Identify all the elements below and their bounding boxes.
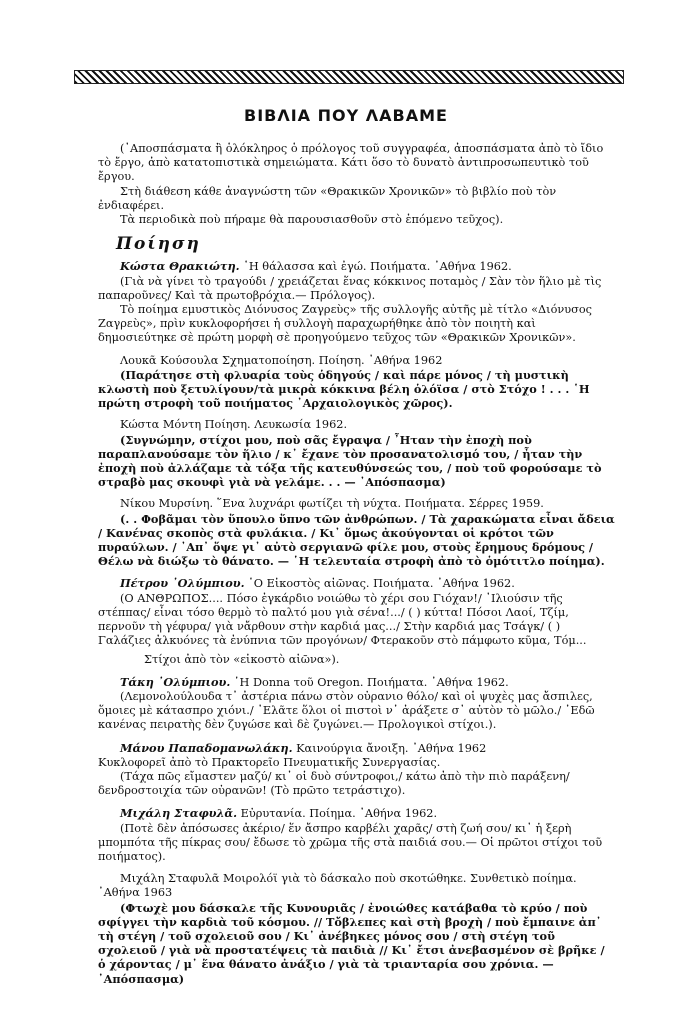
entry-author: Πέτρου ᾿Ολύμπιου. <box>120 576 245 591</box>
entry-text: (Φτωχὲ μου δάσκαλε τῆς Κυνουριᾶς / ἐνοιώθες κατάβαθα τὸ κρύο / ποὺ σφίγγει τὴν καρδιὰ τοῦ κόσμου. // Τὄβλεπες καὶ στὴ βροχὴ / ποὺ ἔμπαινε ἀπ᾿ τὴ στέγη / τοῦ σχολειοῦ σου / Κι᾿ ἀνέβηκες μόνος σου / στὴ στέγη τοῦ σχολειοῦ / γιὰ νὰ προστατέψεις τὰ παιδιὰ // Κι᾿ ἔτσι ἀνεβασμένον σὲ βρῆκε / ὁ χάροντας / μ᾿ ἕνα θάνατο ἀνάξιο / γιὰ τὰ τριανταρία σου χρόνια. — ᾿Απόσπασμα) <box>98 900 605 986</box>
entry-work: ῞Ενα λυχνάρι φωτίζει τὴ νύχτα. Ποιήματα. Σέρρες 1959. <box>213 497 544 511</box>
entry-author: Κώστα Μόντη <box>120 418 202 432</box>
book-entry <box>98 806 616 864</box>
book-entry <box>98 576 616 666</box>
book-entry <box>98 741 616 799</box>
entry-text: (Λεμονολούλουδα τ᾿ ἀστέρια πάνω στὸν οὐρανιο θόλο/ καὶ οἱ ψυχὲς μας ἄσπιλες, ὅμοιες μὲ κάτασπρο χιόνι./ ᾿Ελᾶτε ὅλοι οἱ πιστοὶ ν᾿ ἀράξετε σ᾿ αὐτὸν τὸ μῶλο./ ᾿Εδῶ κανένας πειρατὴς δὲν ζυγώσε καὶ δὲ ζυγώνει.— Προλογικοὶ στίχοι.). <box>98 689 595 732</box>
entry-text: (Τάχα πῶς εἴμαστεν μαζύ/ κι᾿ οἱ δυὸ σύντροφοι,/ κάτω ἀπὸ τὴν πιὸ παράξενη/ δενδροστοιχία τῶν οὐρανῶν! (Τὸ πρῶτο τετράστιχο). <box>98 769 570 798</box>
entry-text: (Γιὰ νὰ γίνει τὸ τραγούδι / χρειάζεται ἕνας κόκκινος ποταμὸς / Σὰν τὸν ἥλιο μὲ τὶς παπαροῦνες/ Καὶ τὰ πρωτοβρόχια.— Πρόλογος). <box>98 274 602 302</box>
intro-paragraph: (᾿Αποσπάσματα ἢ ὁλόκληρος ὁ πρόλογος τοῦ συγγραφέα, ἀποσπάσματα ἀπὸ τὸ ἴδιο τὸ ἔργο, ἀπὸ κατατοπιστικὰ σημειώματα. Κάτι ὅσο τὸ δυνατὸ ἀντιπροσωπευτικὸ τοῦ ἔργου. <box>98 142 604 184</box>
entry-work: Εὐρυτανία. Ποίημα. ᾿Αθήνα 1962. <box>237 807 438 821</box>
entry-work: Καινούργια ἄνοιξη. ᾿Αθήνα 1962 <box>292 741 487 755</box>
entry-author: Μάνου Παπαδομανωλάκη. <box>120 740 293 755</box>
entry-author: Λουκᾶ Κούσουλα <box>120 353 219 367</box>
book-entry <box>98 354 616 411</box>
entry-text: (Ποτὲ δὲν ἀπόσωσες ἀκέριο/ ἕν ἄσπρο καρβέλι χαρᾶς/ στὴ ζωή σου/ κι᾿ ἡ ξερὴ μπομπότα τῆς πίκρας σου/ ἔδωσε τὸ χρῶμα τῆς στὰ παιδιά σου.— Οἱ πρῶτοι στίχοι τοῦ ποιήματος). <box>98 821 603 863</box>
entry-work: ῾Ο Εἰκοστὸς αἰῶνας. Ποιήματα. ᾿Αθήνα 1962. <box>244 577 515 591</box>
entry-author: Μιχάλη Σταφυλᾶ <box>120 872 220 886</box>
entry-author: Κώστα Θρακιώτη. <box>120 259 240 274</box>
entry-text: (Παράτησε στὴ φλυαρία τοὺς ὁδηγούς / καὶ πάρε μόνος / τὴ μυστικὴ κλωστὴ ποὺ ξετυλίγουν/τὰ μικρὰ κόκκινα βέλη ὁλόϊσα / στὸ Στόχο ! . . . ῾Η πρώτη στροφὴ τοῦ ποιήματος ᾿Αρχαιολογικὸς χῶρος). <box>98 367 590 411</box>
entry-text: Κυκλοφορεῖ ἀπὸ τὸ Πρακτορεῖο Πνευματικῆς Συνεργασίας. <box>98 755 441 769</box>
intro-paragraph: Στὴ διάθεση κάθε ἀναγνώστη τῶν «Θρακικῶν Χρονικῶν» τὸ βιβλίο ποὺ τὸν ἐνδιαφέρει. <box>98 184 557 212</box>
book-entry <box>98 872 616 986</box>
entry-work: Ποίηση. Λευκωσία 1962. <box>201 418 348 432</box>
entry-work: ῾Η θάλασσα καὶ ἐγώ. Ποιήματα. ᾿Αθήνα 1962. <box>239 260 512 274</box>
entry-text: Στίχοι ἀπὸ τὸν «εἰκοστὸ αἰῶνα»). <box>144 652 340 666</box>
entry-work: Σχηματοποίηση. Ποίηση. ᾿Αθήνα 1962 <box>218 353 443 367</box>
entry-text: (Ο ΑΝΘΡΩΠΟΣ.... Πόσο ἐγκάρδιο νοιώθω τὸ χέρι σου Γιόχαν!/ ᾿Ιλιούσιν τῆς στέππας/ εἶναι τόσο θερμὸ τὸ παλτό μου γιὰ σένα!.../ ( ) κύττα! Πόσοι Λαοί, Τζίμ, περνοῦν τὴ γέφυρα/ γιὰ νἄρθουν στὴν καρδιά μας.../ Στὴν καρδιά μας Τσάγκ/ ( ) Γαλάζιες ἀλκυόνες τὰ ἐνύπνια τῶν προγόνων/ Φτερακοῦν στὸ πάμφωτο κῦμα, Τόμ... <box>98 591 587 648</box>
entry-author: Μιχάλη Σταφυλᾶ. <box>120 806 238 821</box>
section-heading: Ποίηση <box>116 234 201 255</box>
entry-text: (. . Φοβᾶμαι τὸν ὕπουλο ὕπνο τῶν ἀνθρώπων. / Τὰ χαρακώματα εἶναι ἄδεια / Κανένας σκοπὸς στὰ φυλάκια. / Κι᾿ ὅμως ἀκούγονται οἱ κρότοι τῶν πυραύλων. / ᾿Απ᾿ ὅψε γι᾿ αὐτὸ σεργιανῶ φίλε μου, στοὺς ἔρημους δρόμους / Θέλω νὰ διώξω τὸ θάνατο. — ῾Η τελευταία στροφὴ ἀπὸ τὸ ὁμότιτλο ποίημα). <box>98 511 615 569</box>
entry-text: Τὸ ποίημα εμυστικὸς Διόνυσος Ζαγρεὺς» τῆς συλλογῆς αὐτῆς μὲ τίτλο «Διόνυσος Ζαγρεὺς», πρὶν κυκλοφορήσει ἡ συλλογὴ παραχωρήθηκε ἀπὸ τὸν ποιητὴ καὶ δημοσιεύτηκε σὲ πρώτη μορφὴ σὲ προηγούμενο τεῦχος τῶν «Θρακικῶν Χρονικῶν». <box>98 303 592 345</box>
entry-work: ῾Η Donna τοῦ Oregon. Ποιήματα. ᾿Αθήνα 1962. <box>230 675 509 689</box>
page-title: ΒΙΒΛΙΑ ΠΟΥ ΛΑΒΑΜΕ <box>244 106 448 125</box>
intro-paragraph: Τὰ περιοδικὰ ποὺ πήραμε θὰ παρουσιασθοῦν στὸ ἑπόμενο τεῦχος). <box>120 213 504 227</box>
book-entry <box>98 497 616 568</box>
entry-work: Μοιρολόϊ γιὰ τὸ δάσκαλο ποὺ σκοτώθηκε. Συνθετικὸ ποίημα. ᾿Αθήνα 1963 <box>98 872 577 900</box>
document-body <box>98 142 616 986</box>
book-entry <box>98 675 616 733</box>
entry-author: Τάκη ᾿Ολύμπιου. <box>120 674 231 689</box>
book-entry <box>98 259 616 345</box>
entry-author: Νίκου Μυρσίνη. <box>120 497 214 511</box>
book-entry <box>98 418 616 489</box>
entry-text: (Συγνώμην, στίχοι μου, ποὺ σᾶς ἔγραψα / ῏Ηταν τὴν ἐποχὴ ποὺ παραπλανούσαμε τὸν ἥλιο / κ᾿ ἔχανε τὸν προσανατολισμό του, / ἦταν τὴν ἐποχὴ ποὺ ἀλλάζαμε τὰ τόξα τῆς κατευθύνσεώς του, / ποὺ τοῦ φορούσαμε τὸ στραβὸ μας σκουφὶ γιὰ νὰ γελάμε. . . — ᾿Απόσπασμα) <box>98 432 602 490</box>
decorative-border <box>74 70 624 84</box>
